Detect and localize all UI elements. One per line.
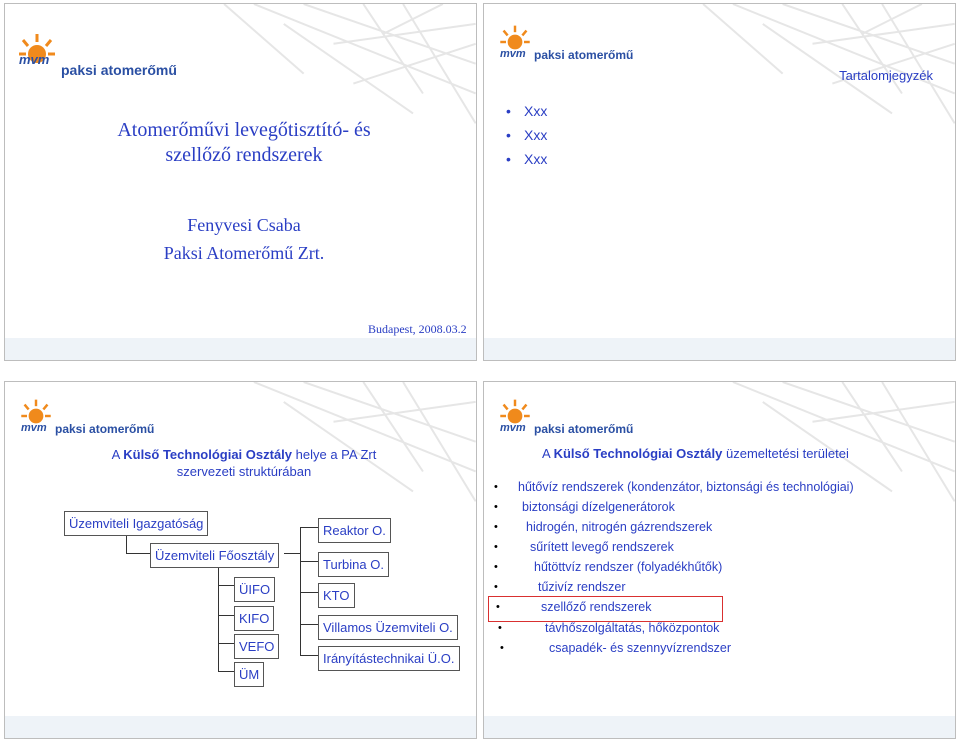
connector-line — [300, 655, 318, 656]
footer-band — [5, 338, 476, 360]
heading-bold: Külső Technológiai Osztály — [553, 446, 723, 461]
heading-line-2: szervezeti struktúrában — [176, 464, 312, 479]
presentation-date: Budapest, 2008.03.2 — [368, 322, 467, 336]
bullet-icon: • — [496, 601, 500, 613]
org-box-um: ÜM — [234, 662, 264, 687]
list-item: távhőszolgáltatás, hőközpontok — [545, 621, 720, 635]
org-box-uzemviteli-igazgatosag: Üzemviteli Igazgatóság — [64, 511, 208, 536]
list-item: hidrogén, nitrogén gázrendszerek — [526, 520, 713, 534]
company-name: Paksi Atomerőmű Zrt. — [163, 243, 325, 263]
brand-prefix: mvm — [21, 422, 47, 434]
brand-name: paksi atomerőmű — [534, 422, 634, 436]
title-line-2: szellőző rendszerek — [165, 144, 323, 166]
bullet-icon: • — [494, 521, 498, 533]
contents-title: Tartalomjegyzék — [839, 68, 933, 83]
list-item: hűtöttvíz rendszer (folyadékhűtők) — [534, 560, 723, 574]
title-line-1: Atomerőművi levegőtisztító- és — [117, 119, 371, 141]
areas-heading — [542, 446, 849, 461]
org-box-vefo: VEFO — [234, 634, 279, 659]
org-box-reaktor: Reaktor O. — [318, 518, 391, 543]
slide-title — [4, 3, 477, 361]
heading-rest: helye a PA Zrt — [292, 447, 377, 462]
connector-line — [218, 561, 219, 671]
list-item: szellőző rendszerek — [541, 600, 652, 614]
list-item: sűrített levegő rendszerek — [530, 540, 674, 554]
heading-prefix: A — [111, 447, 124, 462]
org-box-uzemviteli-foosztaly: Üzemviteli Főosztály — [150, 543, 279, 568]
bullet-icon: • — [494, 541, 498, 553]
brand-name: paksi atomerőmű — [534, 48, 634, 62]
footer-band — [484, 338, 955, 360]
author-block — [0, 211, 488, 267]
connector-line — [300, 527, 301, 655]
presentation-title — [0, 118, 488, 168]
connector-line — [300, 624, 318, 625]
org-box-kto: KTO — [318, 583, 355, 608]
list-item: tűzivíz rendszer — [538, 580, 626, 594]
org-box-uifo: ÜIFO — [234, 577, 275, 602]
brand-prefix: mvm — [19, 52, 50, 67]
org-heading — [0, 446, 488, 480]
brand-prefix: mvm — [500, 422, 526, 434]
list-item: csapadék- és szennyvízrendszer — [549, 641, 732, 655]
org-box-iranyitas: Irányítástechnikai Ü.O. — [318, 646, 460, 671]
list-item: • Xxx — [514, 123, 547, 147]
bullet-icon: • — [498, 622, 502, 634]
bullet-icon: • — [494, 501, 498, 513]
footer-band — [484, 716, 955, 738]
bullet-icon: • — [494, 481, 498, 493]
contents-list — [514, 99, 547, 171]
list-item: • Xxx — [514, 147, 547, 171]
connector-line — [126, 553, 150, 554]
brand-prefix: mvm — [500, 48, 526, 60]
author-name: Fenyvesi Csaba — [187, 215, 301, 235]
connector-line — [284, 553, 300, 554]
org-box-turbina: Turbina O. — [318, 552, 389, 577]
org-box-villamos: Villamos Üzemviteli O. — [318, 615, 458, 640]
heading-rest: üzemeltetési területei — [722, 446, 849, 461]
bullet-icon: • — [500, 642, 504, 654]
connector-line — [300, 561, 318, 562]
list-item: • Xxx — [514, 99, 547, 123]
list-item: biztonsági dízelgenerátorok — [522, 500, 675, 514]
connector-line — [300, 592, 318, 593]
org-box-kifo: KIFO — [234, 606, 274, 631]
brand-name: paksi atomerőmű — [61, 62, 177, 78]
connector-line — [300, 527, 318, 528]
bullet-icon: • — [494, 561, 498, 573]
bullet-icon: • — [494, 581, 498, 593]
slide-contents — [483, 3, 956, 361]
net-background-graphic — [5, 4, 476, 360]
heading-bold: Külső Technológiai Osztály — [123, 447, 293, 462]
list-item: hűtővíz rendszerek (kondenzátor, biztonsági és technológiai) — [518, 480, 854, 494]
brand-name: paksi atomerőmű — [55, 422, 155, 436]
heading-prefix: A — [542, 446, 554, 461]
footer-band — [5, 716, 476, 738]
